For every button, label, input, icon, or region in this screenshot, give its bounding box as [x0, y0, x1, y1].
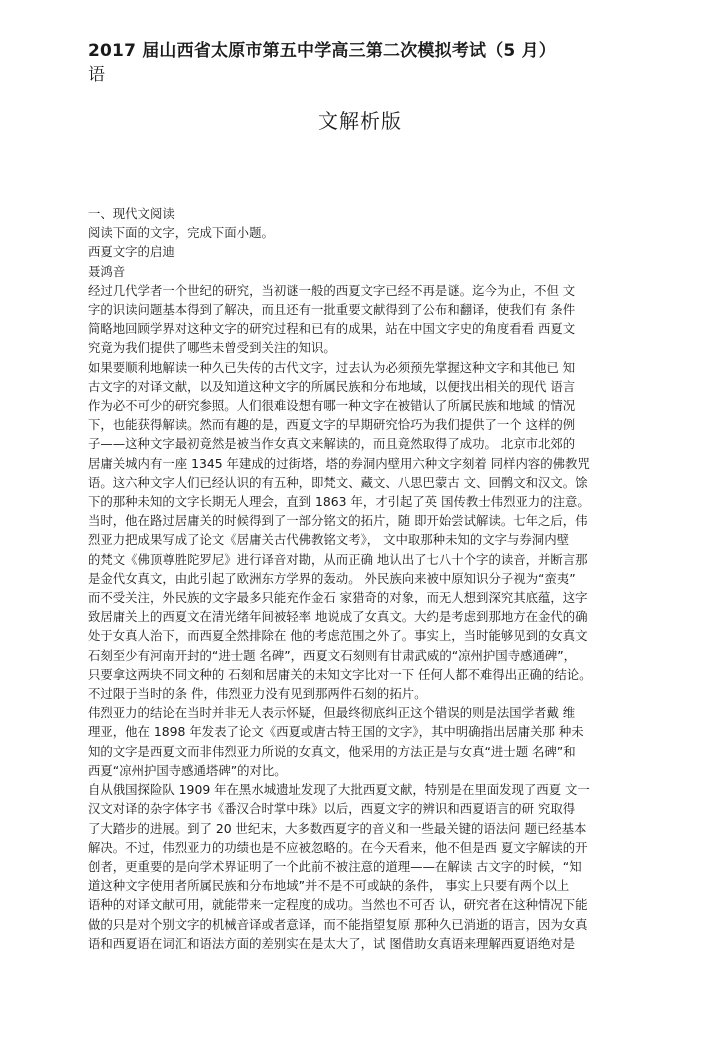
- text-line: 做的只是对个别文字的机械音译或者意译，而不能指望复原 那种久已消逝的语言，因为女真: [88, 916, 588, 932]
- text-line: 知的文字是西夏文而非伟烈亚力所说的女真文，他采用的方法正是与女真“进士题 名碑”和: [88, 743, 576, 759]
- text-line: 语种的对译文献可用，就能带来一定程度的成功。当然也不可否 认，研究者在这种情况下能: [88, 897, 588, 913]
- page-subtitle: 文解析版: [318, 109, 402, 133]
- text-line: 而不受关注，外民族的文字最多只能充作金石 家猎奇的对象，而无人想到深究其底蕴，这字: [88, 590, 588, 606]
- page-title: [88, 40, 648, 62]
- title-block: [88, 40, 648, 86]
- text-line: 下的那种未知的文字长期无人理会，直到 1863 年，才引起了英 国传教士伟烈亚力的注意。: [88, 494, 590, 510]
- text-line: 古文字的对译文献，以及知道这种文字的所属民族和分布地域，以便找出相关的现代 语言: [88, 378, 576, 394]
- text-line: 的梵文《佛顶尊胜陀罗尼》进行译音对勘，从而正确 地认出了七八十个字的读音，并断言那: [88, 551, 588, 567]
- text-line: 居庸关城内有一座 1345 年建成的过街塔，塔的券洞内壁用六种文字刻着 同样内容的佛教咒: [88, 455, 590, 471]
- text-line: 究竟为我们提供了哪些未曾受到关注的知识。: [88, 340, 336, 356]
- text-line: 致居庸关上的西夏文在清光绪年间被轻率 地说成了女真文。大约是考虑到那地方在金代的确: [88, 609, 588, 625]
- text-line: 经过几代学者一个世纪的研究，当初谜一般的西夏文字已经不再是谜。迄今为止，不但 文: [88, 282, 576, 298]
- text-line: 自从俄国探险队 1909 年在黑水城遗址发现了大批西夏文献，特别是在里面发现了西夏 文一: [88, 782, 590, 798]
- text-line: 理亚，他在 1898 年发表了论文《西夏或唐古特王国的文字》，其中明确指出居庸关那 种未: [88, 724, 584, 740]
- document-body: [88, 204, 636, 953]
- article-title: 西夏文字的启迪: [88, 244, 175, 260]
- section-heading: 一、现代文阅读: [88, 206, 175, 221]
- text-line: 创者，更重要的是向学术界证明了一个此前不被注意的道理——在解读 古文字的时候，“知: [88, 858, 582, 874]
- text-line: 伟烈亚力的结论在当时并非无人表示怀疑，但最终彻底纠正这个错误的则是法国学者戴 维: [88, 705, 576, 721]
- text-line: 如果要顺利地解读一种久已失传的古代文字，过去认为必须预先掌握这种文字和其他已 知: [88, 359, 576, 375]
- text-line: 不过限于当时的条 件，伟烈亚力没有见到那两件石刻的拓片。: [88, 686, 427, 702]
- text-line: 烈亚力把成果写成了论文《居庸关古代佛教铭文考》， 文中取那种未知的文字与券洞内壁: [88, 532, 569, 548]
- text-line: 了大踏步的进展。到了 20 世纪末，大多数西夏字的音义和一些最关键的语法问 题已经基本: [88, 820, 587, 836]
- text-line: 语。这六种文字人们已经认识的有五种，即梵文、藏文、八思巴蒙古 文、回鹘文和汉文。馀: [88, 474, 588, 490]
- text-line: 处于女真人治下，而西夏全然排除在 他的考虑范围之外了。事实上，当时能够见到的女真文: [88, 628, 588, 644]
- page-title-continued: 语: [88, 65, 105, 85]
- text-line: 是金代女真文，由此引起了欧洲东方学界的轰动。 外民族向来被中原知识分子视为“蛮夷”: [88, 570, 576, 586]
- text-line: 简略地回顾学界对这种文字的研究过程和已有的成果，站在中国文字史的角度看看 西夏文: [88, 321, 576, 337]
- text-line: 字的识读问题基本得到了解决，而且还有一批重要文献得到了公布和翻译，使我们有 条件: [88, 302, 576, 318]
- text-line: 解决。不过，伟烈亚力的功绩也是不应被忽略的。在今天看来，他不但是西 夏文字解读的开: [88, 839, 588, 855]
- text-line: 作为必不可少的研究参照。人们很难设想有哪一种文字在被错认了所属民族和地域 的情况: [88, 398, 576, 414]
- text-line: 子——这种文字最初竟然是被当作女真文来解读的，而且竟然取得了成功。 北京市北郊的: [88, 436, 576, 452]
- text-line: 下，也能获得解读。然而有趣的是，西夏文字的早期研究恰巧为我们提供了一个 这样的例: [88, 417, 576, 433]
- text-line: 西夏“凉州护国寺感通塔碑”的对比。: [88, 762, 287, 778]
- text-line: 语和西夏语在词汇和语法方面的差别实在是太大了，试 图借助女真语来理解西夏语绝对是: [88, 935, 576, 951]
- text-line: 石刻至少有河南开封的“进士题 名碑”，西夏文石刻则有甘肃武威的“凉州护国寺感通碑”，: [88, 647, 577, 663]
- text-line: 道这种文字使用者所属民族和分布地域”并不是不可或缺的条件， 事实上只要有两个以上: [88, 878, 570, 894]
- text-line: 只要拿这两块不同文种的 石刻和居庸关的未知文字比对一下 任何人都不难得出正确的结论。: [88, 666, 592, 682]
- text-line: 汉文对译的杂字体字书《番汉合时掌中珠》以后，西夏文字的辨识和西夏语言的研 究取得: [88, 801, 576, 817]
- article-author: 聂鸿音: [88, 263, 126, 279]
- text-line: 当时，他在路过居庸关的时候得到了一部分铭文的拓片，随 即开始尝试解读。七年之后，伟: [88, 513, 588, 529]
- text-line: 阅读下面的文字，完成下面小题。: [88, 225, 274, 241]
- page-title-bold: 2017 届山西省太原市第五中学高三第二次模拟考试（5 月）: [88, 41, 556, 61]
